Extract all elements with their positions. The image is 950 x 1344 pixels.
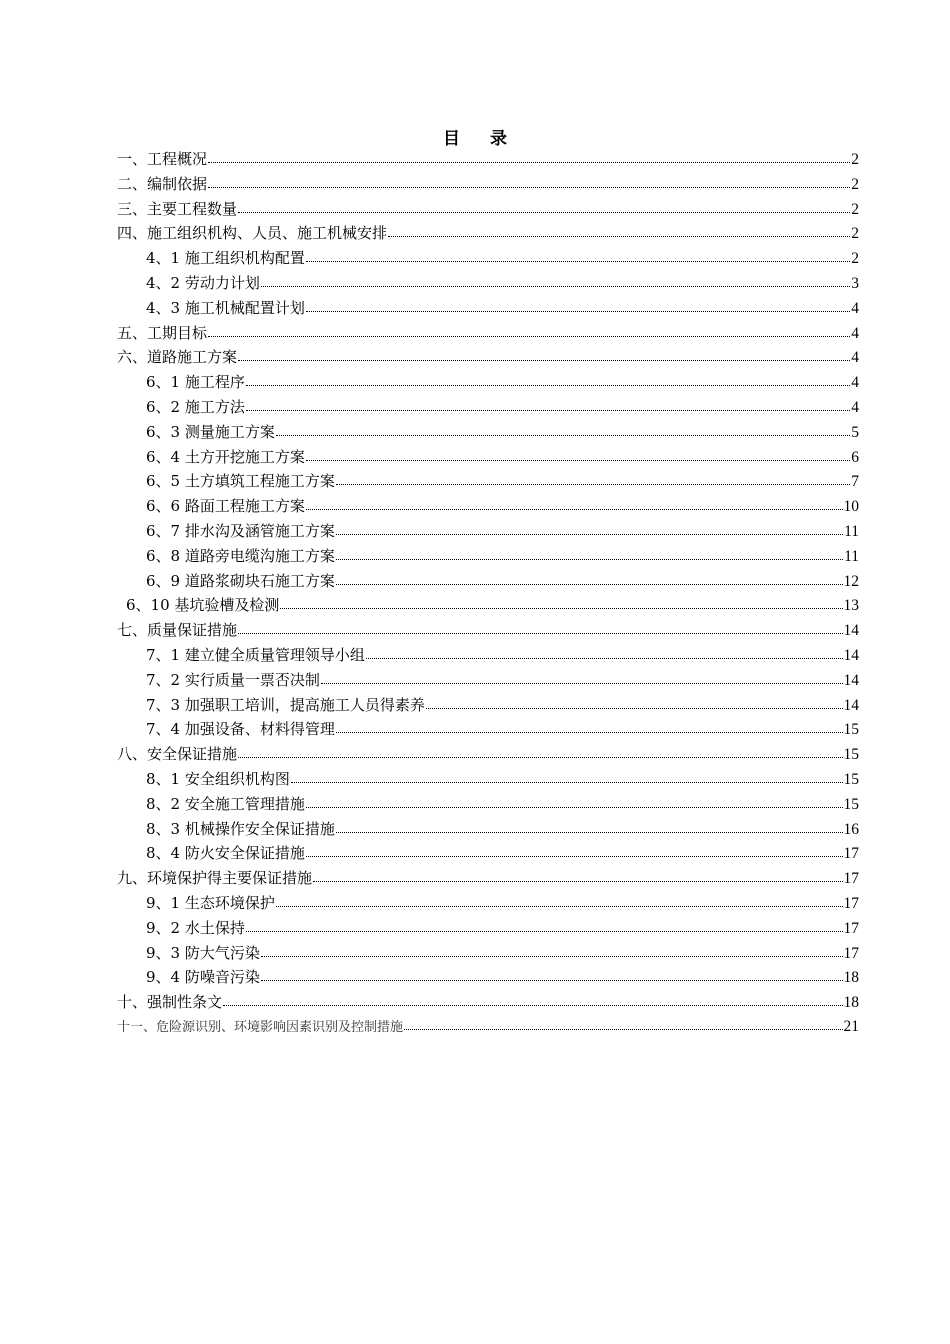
toc-entry[interactable] xyxy=(117,916,859,941)
toc-entry[interactable] xyxy=(117,246,859,271)
dot-leader xyxy=(246,398,850,412)
dot-leader xyxy=(208,150,850,164)
toc-entry-page-number: 16 xyxy=(843,820,859,838)
dot-leader xyxy=(291,770,843,784)
dot-leader xyxy=(223,993,842,1007)
toc-entry-label: 6、2 施工方法 xyxy=(146,397,245,416)
toc-entry-page-number: 11 xyxy=(844,522,859,540)
toc-entry-page-number: 7 xyxy=(851,473,859,491)
toc-entry-page-number: 15 xyxy=(843,746,859,764)
toc-title-part2: 录 xyxy=(490,129,507,149)
toc-entry-page-number: 11 xyxy=(844,547,859,565)
toc-entry-label: 六、道路施工方案 xyxy=(117,348,238,367)
toc-entry-label: 6、1 施工程序 xyxy=(146,373,245,392)
toc-entry[interactable] xyxy=(117,345,859,370)
dot-leader xyxy=(208,175,850,189)
toc-entry-page-number: 4 xyxy=(851,324,859,342)
toc-entry[interactable] xyxy=(117,990,859,1015)
toc-entry-page-number: 18 xyxy=(843,994,859,1012)
toc-entry-label: 五、工期目标 xyxy=(117,323,208,342)
toc-entry[interactable] xyxy=(117,420,859,445)
toc-entry-label: 9、3 防大气污染 xyxy=(146,943,260,962)
toc-entry-label: 四、施工组织机构、人员、施工机械安排 xyxy=(117,224,388,243)
toc-entry-page-number: 17 xyxy=(843,894,859,912)
dot-leader xyxy=(246,373,850,387)
toc-entry[interactable] xyxy=(117,147,859,172)
dot-leader xyxy=(238,745,842,759)
toc-entry[interactable] xyxy=(117,296,859,321)
toc-entry-page-number: 4 xyxy=(851,398,859,416)
toc-entry-label: 6、9 道路浆砌块石施工方案 xyxy=(146,571,335,590)
toc-entry[interactable] xyxy=(117,841,859,866)
dot-leader xyxy=(426,696,843,710)
dot-leader xyxy=(336,472,850,486)
dot-leader xyxy=(238,348,850,362)
toc-entry-page-number: 4 xyxy=(851,299,859,317)
toc-entry-page-number: 13 xyxy=(843,597,859,615)
dot-leader xyxy=(280,596,842,610)
dot-leader xyxy=(306,844,843,858)
toc-entry-label: 4、2 劳动力计划 xyxy=(146,273,260,292)
toc-entry[interactable] xyxy=(117,643,859,668)
dot-leader xyxy=(208,324,850,338)
toc-entry-page-number: 17 xyxy=(843,870,859,888)
toc-title xyxy=(0,124,950,149)
toc-entry-page-number: 18 xyxy=(843,969,859,987)
toc-entry[interactable] xyxy=(117,544,859,569)
dot-leader xyxy=(306,448,850,462)
toc-entry-label: 4、1 施工组织机构配置 xyxy=(146,249,305,268)
dot-leader xyxy=(366,646,843,660)
toc-entry[interactable] xyxy=(117,866,859,891)
toc-entry-page-number: 6 xyxy=(851,448,859,466)
dot-leader xyxy=(246,919,843,933)
dot-leader xyxy=(306,497,843,511)
toc-entry[interactable] xyxy=(117,891,859,916)
toc-entry-label: 8、1 安全组织机构图 xyxy=(146,769,290,788)
toc-entry-page-number: 14 xyxy=(843,646,859,664)
toc-entry-page-number: 2 xyxy=(851,225,859,243)
table-of-contents xyxy=(117,147,859,1040)
toc-entry[interactable] xyxy=(117,668,859,693)
toc-entry[interactable] xyxy=(117,717,859,742)
toc-entry[interactable] xyxy=(117,593,859,618)
dot-leader xyxy=(404,1017,842,1031)
toc-entry-label: 三、主要工程数量 xyxy=(117,199,238,218)
toc-entry-page-number: 17 xyxy=(843,919,859,937)
toc-entry[interactable] xyxy=(117,792,859,817)
toc-entry-page-number: 2 xyxy=(851,200,859,218)
dot-leader xyxy=(276,894,843,908)
dot-leader xyxy=(306,299,850,313)
toc-entry[interactable] xyxy=(117,519,859,544)
toc-entry-page-number: 2 xyxy=(851,175,859,193)
toc-entry[interactable] xyxy=(117,941,859,966)
toc-entry-page-number: 10 xyxy=(843,498,859,516)
toc-entry-label: 7、1 建立健全质量管理领导小组 xyxy=(146,645,365,664)
toc-entry[interactable] xyxy=(117,370,859,395)
toc-entry-label: 6、8 道路旁电缆沟施工方案 xyxy=(146,546,335,565)
dot-leader xyxy=(261,968,843,982)
toc-entry[interactable] xyxy=(117,965,859,990)
dot-leader xyxy=(238,621,842,635)
toc-entry-label: 6、10 基坑验槽及检测 xyxy=(126,596,280,615)
toc-entry-label: 十、强制性条文 xyxy=(117,993,223,1012)
toc-entry-label: 8、4 防火安全保证措施 xyxy=(146,844,305,863)
toc-entry-page-number: 14 xyxy=(843,622,859,640)
toc-entry-label: 7、4 加强设备、材料得管理 xyxy=(146,720,335,739)
toc-entry-label: 6、6 路面工程施工方案 xyxy=(146,497,305,516)
toc-title-part1: 目 xyxy=(443,129,460,149)
toc-entry-label: 9、4 防噪音污染 xyxy=(146,968,260,987)
dot-leader xyxy=(276,423,850,437)
toc-entry-label: 7、2 实行质量一票否决制 xyxy=(146,670,320,689)
toc-entry-label: 6、7 排水沟及涵管施工方案 xyxy=(146,521,335,540)
toc-entry[interactable] xyxy=(117,767,859,792)
toc-entry-label: 9、2 水土保持 xyxy=(146,918,245,937)
toc-entry-page-number: 14 xyxy=(843,696,859,714)
toc-entry-page-number: 15 xyxy=(843,795,859,813)
toc-entry-page-number: 4 xyxy=(851,374,859,392)
toc-entry-page-number: 12 xyxy=(843,572,859,590)
toc-entry[interactable] xyxy=(117,742,859,767)
toc-entry[interactable] xyxy=(117,1015,859,1040)
dot-leader xyxy=(238,200,850,214)
toc-entry-page-number: 5 xyxy=(851,423,859,441)
toc-entry[interactable] xyxy=(117,395,859,420)
toc-entry[interactable] xyxy=(117,172,859,197)
toc-entry-label: 4、3 施工机械配置计划 xyxy=(146,298,305,317)
toc-entry-page-number: 17 xyxy=(843,944,859,962)
dot-leader xyxy=(306,249,850,263)
dot-leader xyxy=(336,720,843,734)
toc-entry-label: 6、4 土方开挖施工方案 xyxy=(146,447,305,466)
dot-leader xyxy=(388,224,850,238)
toc-entry-label: 九、环境保护得主要保证措施 xyxy=(117,869,313,888)
dot-leader xyxy=(306,795,843,809)
toc-entry-label: 8、3 机械操作安全保证措施 xyxy=(146,819,335,838)
toc-entry-label: 十一、危险源识别、环境影响因素识别及控制措施 xyxy=(117,1019,404,1035)
toc-entry-page-number: 2 xyxy=(851,151,859,168)
toc-entry-label: 9、1 生态环境保护 xyxy=(146,893,275,912)
dot-leader xyxy=(336,820,843,834)
toc-entry-page-number: 3 xyxy=(851,274,859,292)
toc-entry[interactable] xyxy=(117,445,859,470)
toc-entry-page-number: 15 xyxy=(843,770,859,788)
toc-entry[interactable] xyxy=(117,197,859,222)
toc-entry-page-number: 14 xyxy=(843,671,859,689)
dot-leader xyxy=(336,547,843,561)
toc-entry[interactable] xyxy=(117,321,859,346)
toc-entry-label: 八、安全保证措施 xyxy=(117,745,238,764)
toc-entry-page-number: 15 xyxy=(843,721,859,739)
toc-entry-page-number: 2 xyxy=(851,250,859,268)
toc-entry-label: 6、3 测量施工方案 xyxy=(146,422,275,441)
toc-entry-page-number: 17 xyxy=(843,845,859,863)
dot-leader xyxy=(336,572,843,586)
toc-entry-page-number: 21 xyxy=(843,1017,859,1035)
toc-entry-label: 七、质量保证措施 xyxy=(117,621,238,640)
toc-entry[interactable] xyxy=(117,569,859,594)
toc-entry[interactable] xyxy=(117,618,859,643)
toc-entry-label: 7、3 加强职工培训，提高施工人员得素养 xyxy=(146,695,425,714)
toc-entry[interactable] xyxy=(117,693,859,718)
dot-leader xyxy=(321,671,843,685)
dot-leader xyxy=(336,522,843,536)
toc-entry-label: 8、2 安全施工管理措施 xyxy=(146,794,305,813)
toc-entry[interactable] xyxy=(117,469,859,494)
toc-entry-label: 一、工程概况 xyxy=(117,150,208,168)
toc-entry[interactable] xyxy=(117,221,859,246)
toc-entry-label: 二、编制依据 xyxy=(117,174,208,193)
dot-leader xyxy=(261,274,850,288)
toc-entry[interactable] xyxy=(117,494,859,519)
toc-entry-label: 6、5 土方填筑工程施工方案 xyxy=(146,472,335,491)
toc-entry[interactable] xyxy=(117,817,859,842)
dot-leader xyxy=(313,869,842,883)
dot-leader xyxy=(261,944,843,958)
toc-entry-page-number: 4 xyxy=(851,349,859,367)
toc-entry[interactable] xyxy=(117,271,859,296)
